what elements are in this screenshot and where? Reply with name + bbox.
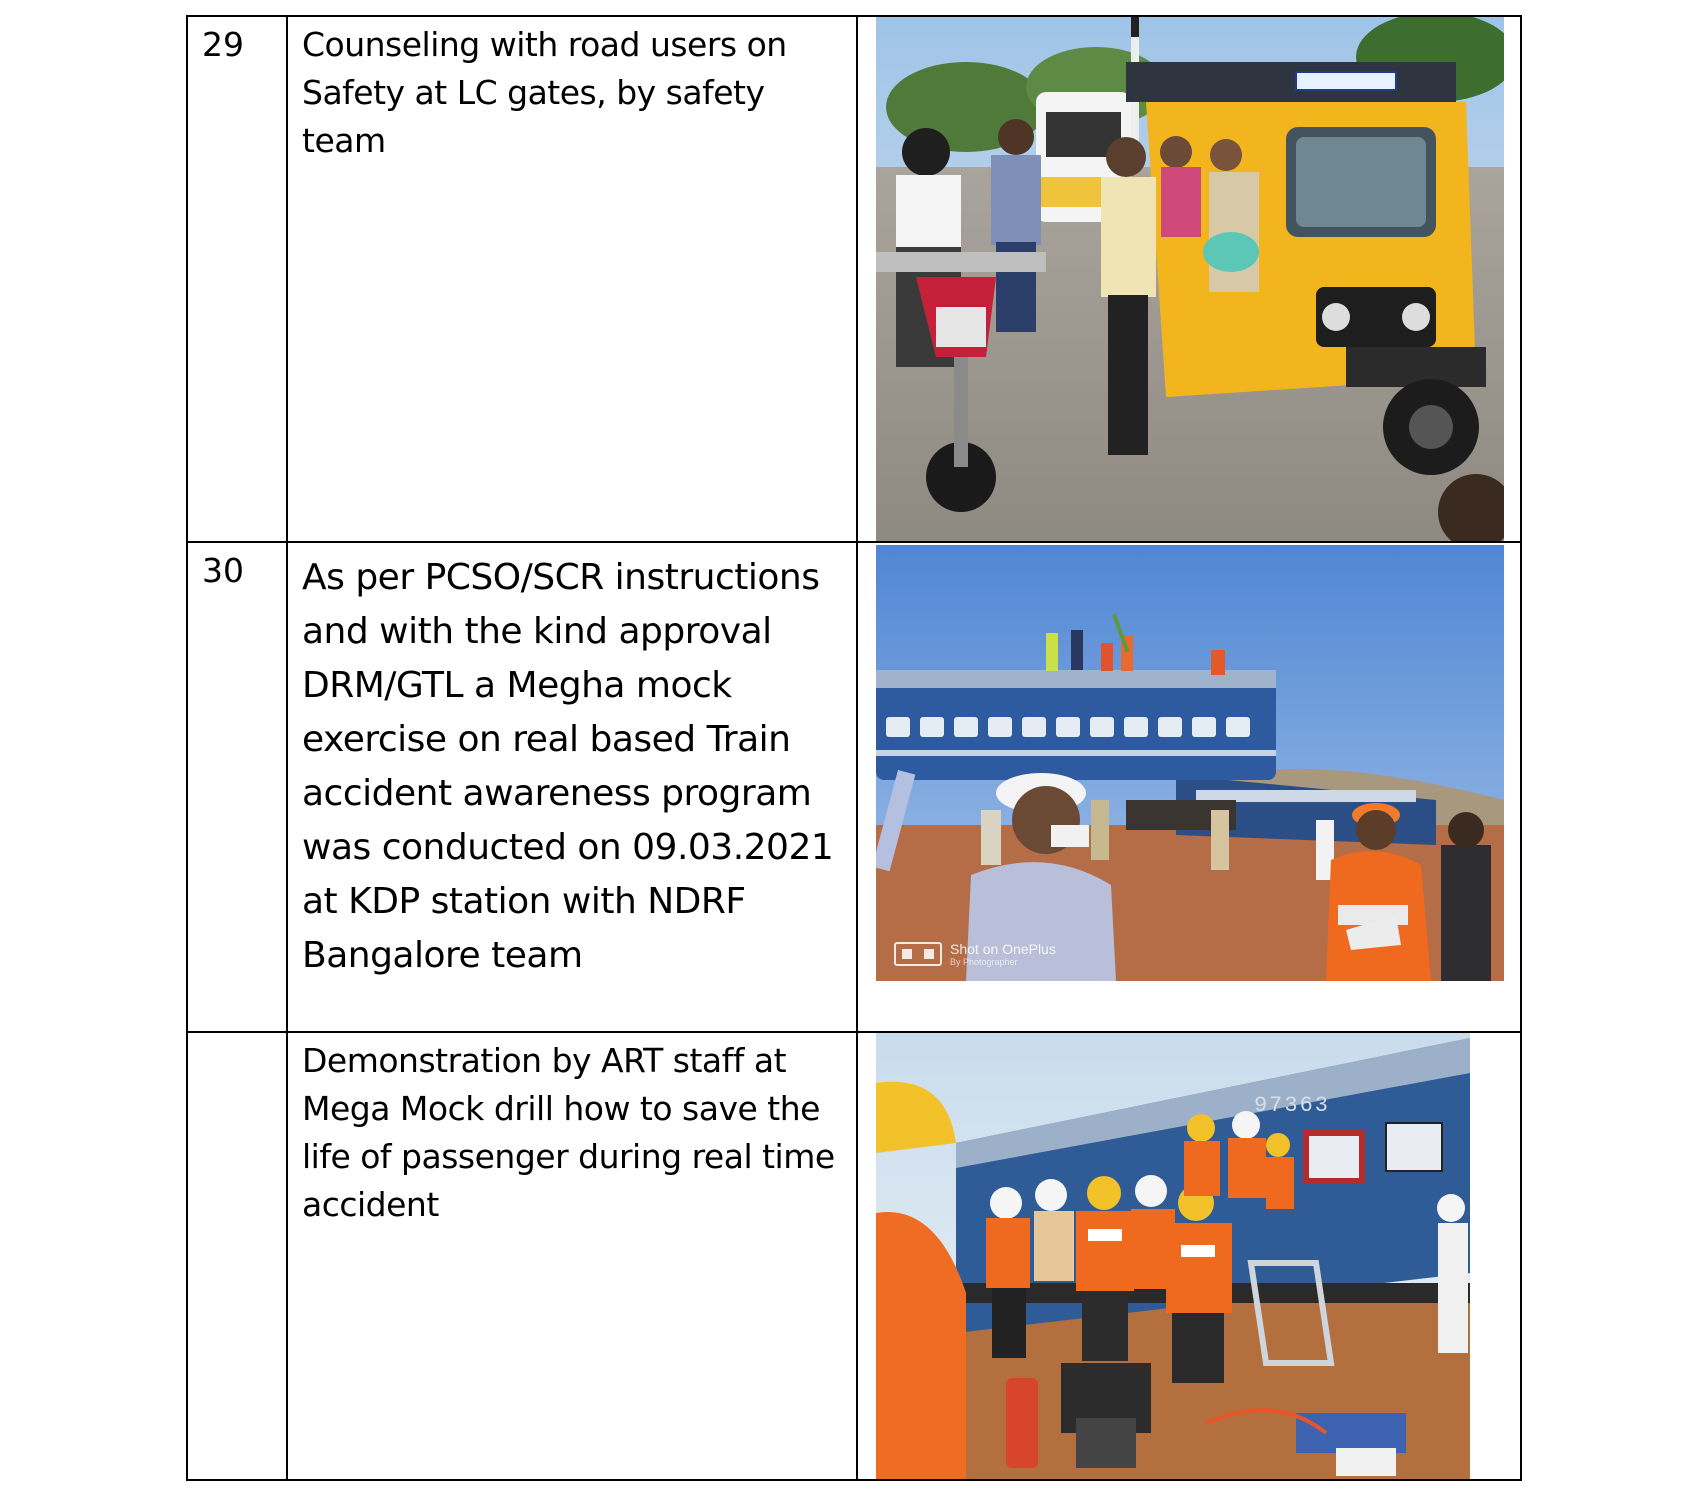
photo-cell bbox=[857, 542, 1521, 1032]
coach-number: 97363 bbox=[1253, 1093, 1330, 1118]
photo-cell bbox=[857, 16, 1521, 542]
serial-number bbox=[188, 1033, 286, 1041]
table-row bbox=[187, 542, 1521, 1032]
activity-description: Counseling with road users on Safety at LC gates, by safety team bbox=[302, 25, 787, 160]
description-cell bbox=[287, 542, 857, 1032]
serial-number-cell bbox=[187, 542, 287, 1032]
table-row bbox=[187, 16, 1521, 542]
serial-number: 30 bbox=[202, 551, 244, 590]
camera-watermark bbox=[894, 941, 1056, 967]
serial-number-cell bbox=[187, 1032, 287, 1480]
watermark-subtext: By Photographer bbox=[950, 957, 1018, 967]
art-demonstration-photo bbox=[876, 1033, 1470, 1479]
table-row bbox=[187, 1032, 1521, 1480]
road-safety-counseling-photo bbox=[876, 17, 1504, 541]
activity-table bbox=[186, 15, 1522, 1481]
activity-description: Demonstration by ART staff at Mega Mock drill how to save the life of passenger during real time accident bbox=[302, 1041, 835, 1224]
serial-number-cell bbox=[187, 16, 287, 542]
serial-number: 29 bbox=[202, 25, 244, 64]
photo-cell bbox=[857, 1032, 1521, 1480]
mock-exercise-photo bbox=[876, 545, 1504, 981]
activity-description: As per PCSO/SCR instructions and with the kind approval DRM/GTL a Megha mock exercise on real based Train accident awareness program was conducted on 09.03.2021 at KDP station with NDRF Bangalore team bbox=[302, 557, 834, 976]
watermark-text: Shot on OnePlus bbox=[950, 941, 1056, 957]
description-cell bbox=[287, 1032, 857, 1480]
description-cell bbox=[287, 16, 857, 542]
camera-watermark-icon bbox=[894, 942, 942, 966]
